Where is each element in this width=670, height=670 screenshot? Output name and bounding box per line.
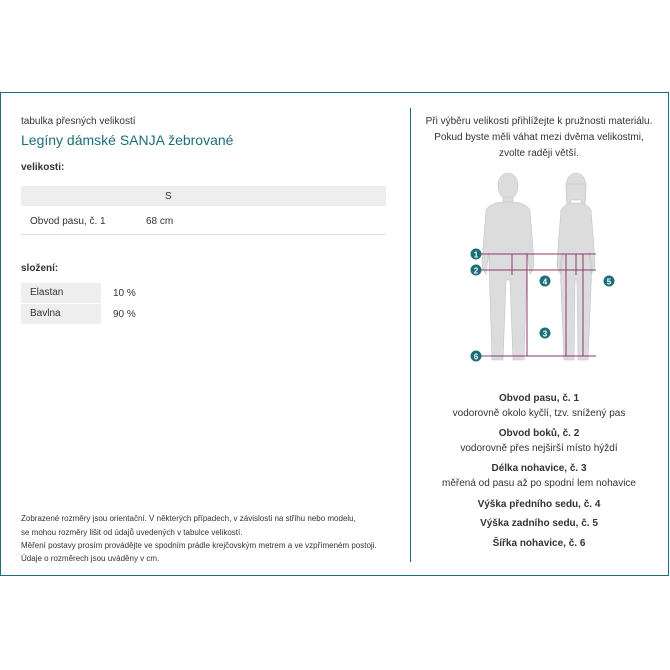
column-divider: [410, 108, 411, 562]
measurement-value: 68 cm: [146, 216, 174, 227]
material-name: Elastan: [21, 283, 101, 303]
svg-text:4: 4: [542, 277, 548, 287]
measurement-figure: [466, 168, 618, 370]
legend-title: Výška zadního sedu, č. 5: [480, 518, 598, 529]
svg-text:2: 2: [473, 266, 479, 276]
legend-title: Obvod boků, č. 2: [498, 428, 580, 439]
legend-description: vodorovně okolo kyčlí, tzv. snížený pas: [452, 408, 626, 419]
male-silhouette: [482, 173, 534, 360]
disclaimer-line: Zobrazené rozměry jsou orientační. V některých případech, v závislosti na střihu nebo modelu,: [21, 514, 356, 523]
marker-6: [471, 351, 482, 362]
table-row: [21, 206, 386, 235]
material-name: Bavlna: [21, 304, 101, 324]
material-percent: 10 %: [113, 288, 136, 299]
svg-text:6: 6: [473, 352, 479, 362]
disclaimer-line: Údaje o rozměrech jsou uváděny v cm.: [21, 554, 160, 563]
composition-row: [21, 304, 221, 324]
marker-4: [540, 276, 551, 287]
size-tip-line: Při výběru velikosti přihlížejte k pružnosti materiálu.: [425, 116, 653, 127]
size-column-s: S: [165, 191, 172, 202]
disclaimer-line: Měření postavy prosím provádějte ve spodním prádle krejčovským metrem a ve vzpřímeném postoji.: [21, 541, 377, 550]
chart-kicker: tabulka přesných velikostí: [21, 116, 136, 127]
marker-2: [471, 265, 482, 276]
legend-description: vodorovně přes nejširší místo hýždí: [460, 443, 618, 454]
material-percent: 90 %: [113, 309, 136, 320]
size-table-header: [21, 186, 386, 206]
marker-3: [540, 328, 551, 339]
marker-5: [604, 276, 615, 287]
product-title: Legíny dámské SANJA žebrované: [21, 132, 234, 148]
size-tip-line: zvolte raději větší.: [498, 148, 580, 159]
legend-title: Délka nohavice, č. 3: [491, 463, 587, 474]
svg-text:5: 5: [606, 277, 612, 287]
svg-text:3: 3: [542, 329, 548, 339]
measurement-name: Obvod pasu, č. 1: [30, 216, 106, 227]
legend-title: Obvod pasu, č. 1: [498, 393, 580, 404]
legend-title: Výška předního sedu, č. 4: [477, 499, 601, 510]
marker-1: [471, 249, 482, 260]
legend-title: Šířka nohavice, č. 6: [492, 538, 586, 549]
svg-text:1: 1: [473, 250, 479, 260]
disclaimer-line: se mohou rozměry lišit od údajů uvedených v tabulce velikostí.: [21, 528, 243, 537]
composition-label: složení:: [21, 263, 59, 274]
composition-row: [21, 283, 221, 303]
size-tip-line: Pokud byste měli váhat mezi dvěma velikostmi,: [434, 132, 644, 143]
sizes-label: velikosti:: [21, 162, 65, 173]
legend-description: měřená od pasu až po spodní lem nohavice: [441, 478, 636, 489]
